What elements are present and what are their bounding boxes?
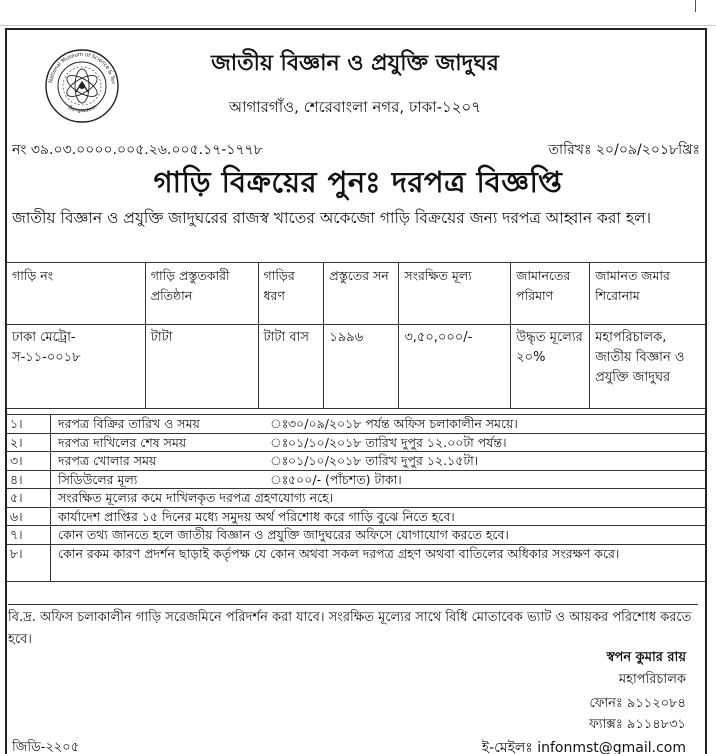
condition-number: ৫। [10,490,23,505]
condition-number: ২। [10,434,23,450]
table-row [7,325,706,409]
col-manufacturer: গাড়ি প্রস্তুতকারী প্রতিষ্ঠান [145,263,258,325]
condition-number: ৭। [10,527,23,542]
condition-item [6,434,706,453]
condition-label: দরপত্র দাখিলের শেষ সময় [58,434,187,450]
condition-label: সিডিউলের মূল্য [58,471,138,487]
condition-item [6,415,706,434]
vehicle-table [6,262,706,409]
condition-number: ৪। [10,471,23,487]
cell-manufacturer: টাটা [145,325,258,409]
intro-paragraph: জাতীয় বিজ্ঞান ও প্রযুক্তি জাদুঘরের রাজস্ব খাতের অকেজো গাড়ি বিক্রয়ের জন্য দরপত্র আহ্বান করা হল। [12,209,652,227]
logo-text-bottom: Bangladesh [67,104,98,115]
signatory-phone: ফোনঃ ৯১১২০৮৪ [589,696,686,711]
col-vehicle-type: গাড়ির ধরণ [258,263,324,325]
condition-text: কোন তথ্য জানতে হলে জাতীয় বিজ্ঞান ও প্রযুক্তি জাদুঘরের অফিসে যোগাযোগ করতে হবে। [58,527,509,542]
cell-security-payee: মহাপরিচালক, জাতীয় বিজ্ঞান ও প্রযুক্তি জাদুঘর [590,325,706,409]
condition-text: কোন রকম কারণ প্রদর্শন ছাড়াই কর্তৃপক্ষ যে কোন অথবা সকল দরপত্র গ্রহণ অথবা বাতিলের অধিকার সংরক্ষণ করে। [58,545,620,561]
col-security-payee: জামানত জমার শিরোনাম [590,263,706,325]
col-vehicle-no: গাড়ি নং [7,263,146,325]
table-header-row [7,263,706,325]
cell-security-amount: উদ্ধৃত মূল্যের ২০% [511,325,590,409]
condition-value: ৫০০/- (পাঁচশত) টাকা। [288,471,402,487]
condition-item [6,489,706,508]
top-tick [695,0,696,12]
signatory-fax: ফ্যাক্সঃ ৯১১৪৮৩১ [589,717,686,732]
condition-label: দরপত্র বিক্রির তারিখ ও সময় [58,416,200,431]
condition-item [6,471,706,490]
organization-address: আগারগাঁও, শেরেবাংলা নগর, ঢাকা-১২০৭ [228,98,482,116]
condition-value: ০১/১০/২০১৮ তারিখ দুপুর ১২.১৫টা। [288,453,479,468]
condition-text: কার্যাদেশ প্রাপ্তির ১৫ দিনের মধ্যে সমুদয় অর্থ পরিশোধ করে গাড়ি বুঝে নিতে হবে। [58,508,455,524]
signatory-name: স্বপন কুমার রায় [606,650,686,665]
reference-number: নং ৩৯.০৩.০০০০.০০৫.২৬.০০৫.১৭-১৭৭৮ [12,142,263,158]
condition-number: ৬। [10,508,23,524]
col-reserve-price: সংরক্ষিত মূল্য [399,263,511,325]
condition-colon: ঃ [270,416,289,431]
cell-year: ১৯৯৬ [324,325,399,409]
condition-item [6,545,706,582]
cell-vehicle-type: টাটা বাস [258,325,324,409]
condition-item [6,452,706,471]
condition-number: ৮। [10,545,23,561]
condition-value: ৩০/০৯/২০১৮ পর্যন্ত অফিস চলাকালীন সময়ে। [288,416,518,431]
conditions-list [6,414,706,582]
organization-title: জাতীয় বিজ্ঞান ও প্রযুক্তি জাদুঘর [211,51,499,76]
condition-colon: ঃ [270,434,289,450]
cell-vehicle-no: ঢাকা মেট্রো-স-১১-০০১৮ [7,325,146,409]
condition-colon: ঃ [270,453,289,468]
col-security-amount: জামানতের পরিমাণ [511,263,590,325]
condition-item [6,526,706,545]
condition-item [6,508,706,527]
museum-logo-icon [44,48,120,124]
notice-code: জিডি-২২০৫ [12,740,80,754]
notice-title: গাড়ি বিক্রয়ের পুনঃ দরপত্র বিজ্ঞপ্তি [153,165,563,199]
notice-date: তারিখঃ ২০/০৯/২০১৮খ্রিঃ [548,142,700,158]
top-strip [0,0,716,26]
signatory-designation: মহাপরিচালক [618,672,686,687]
condition-number: ৩। [10,453,23,468]
cell-reserve-price: ৩,৫০,০০০/- [399,325,511,409]
logo-text-top: National Museum of Science & Tec [48,51,116,85]
col-year: প্রস্তুতের সন [324,263,399,325]
condition-number: ১। [10,416,23,431]
signatory-email: ই-মেইলঃ infonmst@gmail.com [481,740,686,754]
condition-value: ০১/১০/২০১৮ তারিখ দুপুর ১২.০০টা পর্যন্ত। [288,434,507,450]
condition-colon: ঃ [270,471,289,487]
condition-label: দরপত্র খোলার সময় [58,453,157,468]
footnote: বি.দ্র. অফিস চলাকালীন গাড়ি সরেজমিনে পরিদর্শন করা যাবে। সংরক্ষিত মূল্যের সাথে বিধি মোতাবেক ভ্যাট ও আয়কর পরিশোধ করতে হবে। [8,604,698,651]
condition-text: সংরক্ষিত মূল্যের কমে দাখিলকৃত দরপত্র গ্রহণযোগ্য নহে। [58,490,334,505]
